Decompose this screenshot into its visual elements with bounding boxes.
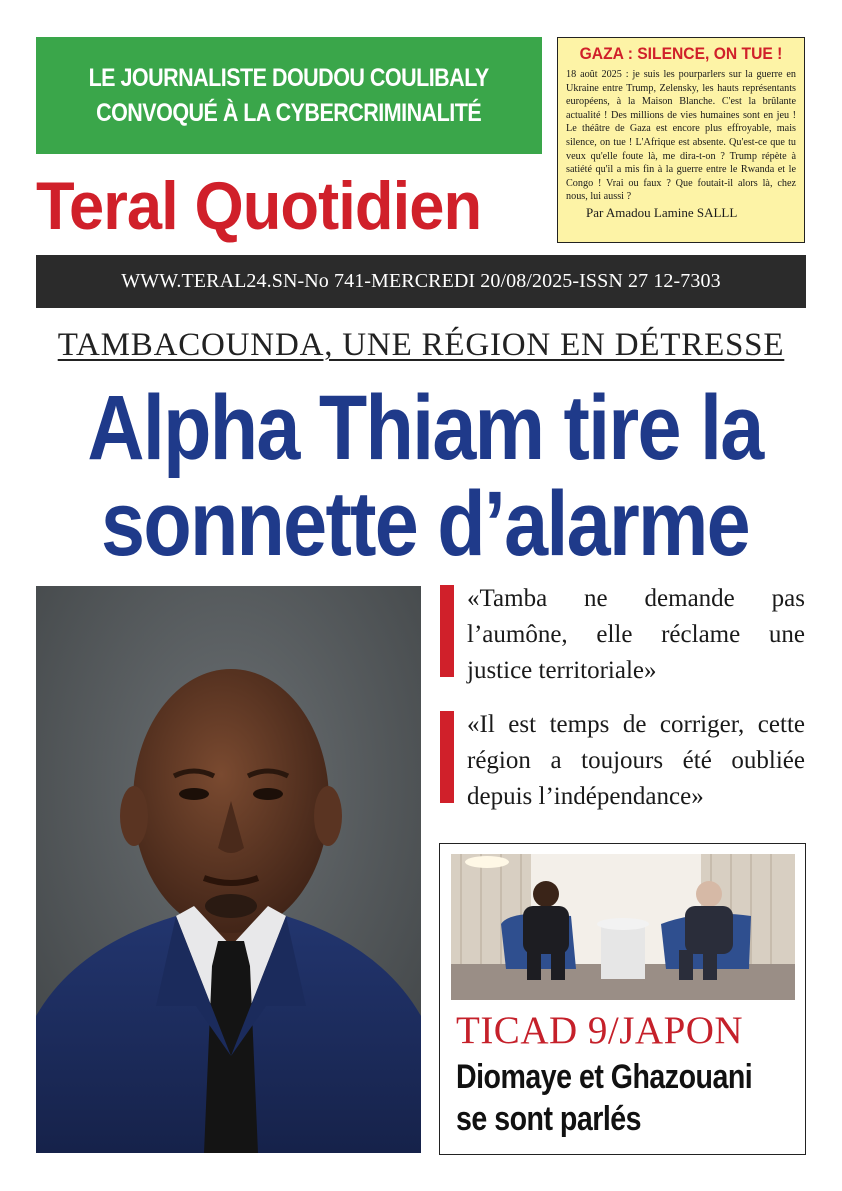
main-story-kicker bbox=[36, 325, 806, 365]
pull-quote-1 bbox=[440, 581, 805, 689]
main-headline-line-2: sonnette d’alarme bbox=[101, 473, 749, 575]
editorial-box[interactable] bbox=[557, 37, 805, 243]
pull-quote-2-text: «Il est temps de corriger, cette région a toujours été oubliée depuis l’indépendance» bbox=[467, 711, 805, 810]
top-banner-line-1: LE JOURNALISTE DOUDOU COULIBALY bbox=[88, 63, 490, 92]
main-headline[interactable] bbox=[30, 377, 820, 575]
ticad-photo-illustration bbox=[451, 854, 795, 1000]
top-banner-line-2: CONVOQUÉ À LA CYBERCRIMINALITÉ bbox=[96, 98, 482, 127]
pull-quote-2 bbox=[440, 707, 805, 815]
main-story-kicker-text: TAMBACOUNDA, UNE RÉGION EN DÉTRESSE bbox=[57, 327, 785, 363]
portrait-illustration bbox=[36, 586, 421, 1153]
top-banner-headline[interactable] bbox=[36, 37, 542, 154]
editorial-author: Par Amadou Lamine SALLL bbox=[586, 204, 738, 220]
quote-accent-bar bbox=[440, 711, 454, 803]
editorial-body: 18 août 2025 : je suis les pourparlers sur la guerre en Ukraine entre Trump, Zelensky, les hauts représentants européens, à la Maison Blanche. C'est la brûlante actualité ! Des millions de vies humaines sont en jeu ! Le théâtre de Gaza est encore plus effroyable, mais silence, on tue ! L'Afrique est absente. Qu'est-ce que tu veux qu'elle foute là, me dira-t-on ? Trump répète à satiété qu'il a mis fin à la guerre entre le Rwanda et le Congo ! Vrai ou faux ? Que foutait-il alors là, chez nous, lui aussi ? bbox=[566, 69, 796, 203]
issue-info-text: WWW.TERAL24.SN-No 741-MERCREDI 20/08/2025-ISSN 27 12-7303 bbox=[121, 270, 721, 292]
ticad-title-line-2: se sont parlés bbox=[456, 1100, 642, 1138]
editorial-title: GAZA : SILENCE, ON TUE ! bbox=[579, 44, 783, 63]
quote-accent-bar bbox=[440, 585, 454, 677]
ticad-meeting-photo bbox=[451, 854, 795, 1000]
main-headline-line-1: Alpha Thiam tire la bbox=[87, 377, 763, 479]
issue-info-bar bbox=[36, 255, 806, 308]
ticad-title-line-1: Diomaye et Ghazouani bbox=[456, 1058, 753, 1096]
portrait-photo bbox=[36, 586, 421, 1153]
pull-quote-1-text: «Tamba ne demande pas l’aumône, elle réclame une justice territoriale» bbox=[467, 585, 805, 684]
ticad-title bbox=[456, 1056, 752, 1140]
ticad-story-box[interactable] bbox=[439, 843, 806, 1155]
ticad-kicker: TICAD 9/JAPON bbox=[456, 1009, 744, 1052]
newspaper-masthead: Teral Quotidien bbox=[36, 168, 482, 244]
